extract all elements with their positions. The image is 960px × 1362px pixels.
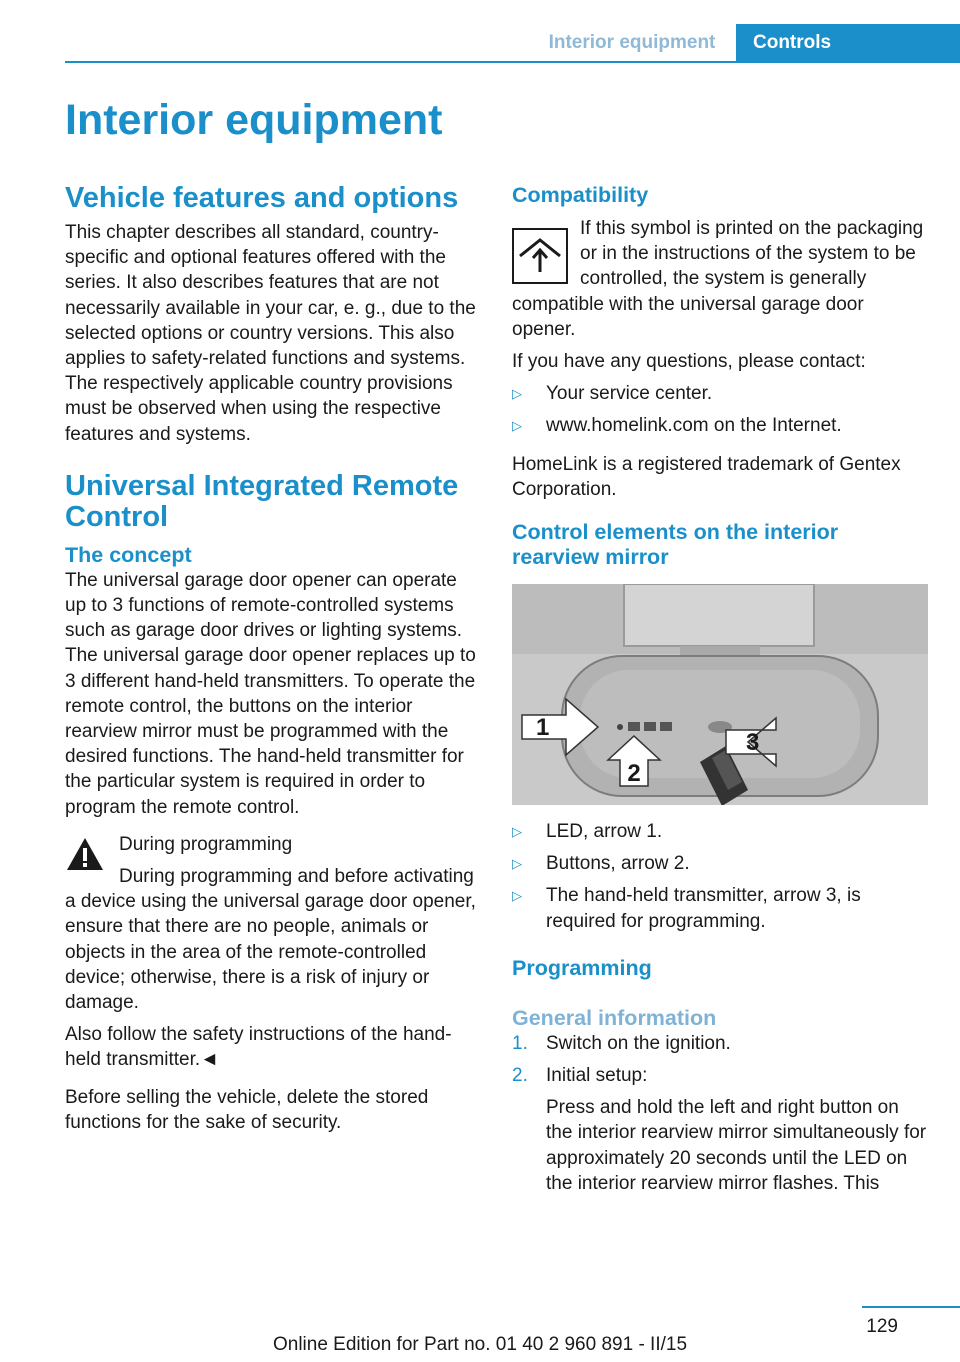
control-item-transmitter: The hand-held transmitter, arrow 3, is required for programming. — [546, 885, 861, 932]
header-chapter-tab: Controls — [736, 24, 960, 62]
list-item — [512, 851, 928, 876]
bullet-triangle-icon: ▷ — [512, 824, 522, 840]
bullet-triangle-icon: ▷ — [512, 418, 522, 434]
header-rule — [65, 61, 960, 63]
compatibility-heading: Compatibility — [512, 183, 649, 207]
callout-3: 3 — [746, 729, 760, 757]
questions-text: If you have any questions, please contact: — [512, 351, 866, 373]
rearview-mirror-photo — [512, 584, 928, 805]
bullet-triangle-icon: ▷ — [512, 888, 522, 904]
step-text: Initial setup: — [546, 1065, 648, 1087]
selling-text: Before selling the vehicle, delete the stored functions for the sake of security. — [65, 1086, 429, 1133]
list-item — [512, 819, 928, 844]
general-information-heading: General information — [512, 1005, 717, 1030]
warning-triangle-icon — [65, 836, 105, 872]
header-section-title: Interior equipment — [548, 32, 716, 53]
step-number: 1. — [512, 1032, 528, 1054]
edition-line: Online Edition for Part no. 01 40 2 960 891 - II/15 — [272, 1334, 688, 1355]
list-item — [512, 1031, 928, 1056]
warning-block — [65, 832, 481, 1015]
chapter-title: Interior equipment — [65, 96, 443, 144]
control-elements-heading: Control elements on the interior rearview mirror — [512, 520, 839, 570]
list-item — [512, 381, 928, 406]
programming-steps — [512, 1031, 928, 1196]
left-column — [65, 183, 481, 1142]
step-text: Switch on the ignition. — [546, 1032, 731, 1054]
step-2-detail: Press and hold the left and right button on the interior rearview mirror simultaneously for approximately 20 seconds until the LED on the interior rearview mirror flashes. This — [546, 1097, 927, 1194]
footer-rule — [862, 1306, 960, 1308]
contact-service-center: Your service center. — [546, 383, 713, 405]
trademark-text: HomeLink is a registered trademark of Gentex Corporation. — [512, 453, 901, 500]
control-item-led: LED, arrow 1. — [546, 821, 663, 843]
contact-list — [512, 381, 928, 438]
garage-door-symbol-icon — [512, 228, 568, 284]
callout-1: 1 — [536, 714, 550, 742]
safety-text: Also follow the safety instructions of the hand-held transmitter.◄ — [65, 1024, 452, 1071]
bullet-triangle-icon: ▷ — [512, 856, 522, 872]
vehicle-features-heading: Vehicle features and options — [65, 182, 459, 214]
callout-2: 2 — [627, 760, 641, 788]
vehicle-features-text: This chapter describes all standard, country-specific and optional features offered with the series. It also describes features that are not necessarily available in your car, e. g., due to the selected options or country versions. This also applies to safety-related functions and systems. The respectively applicable country provisions must be observed when using the respective features and systems. — [65, 222, 476, 445]
warning-text: During programming and before activating a device using the universal garage door opener, ensure that there are no people, animals or objects in the area of the remote-controlled device; otherwise, there is a risk of injury or damage. — [65, 866, 476, 1014]
page-number: 129 — [866, 1316, 898, 1337]
bullet-triangle-icon: ▷ — [512, 386, 522, 402]
control-elements-list — [512, 819, 928, 934]
contact-homelink-link[interactable]: www.homelink.com on the Internet. — [546, 415, 842, 437]
control-item-buttons: Buttons, arrow 2. — [546, 853, 690, 875]
list-item — [512, 1063, 928, 1196]
warning-title: During programming — [119, 833, 293, 855]
programming-heading: Programming — [512, 955, 652, 980]
list-item — [512, 413, 928, 438]
list-item — [512, 883, 928, 933]
uirc-heading: Universal Integrated Remote Control — [65, 469, 459, 533]
step-number: 2. — [512, 1065, 528, 1087]
right-column — [512, 183, 928, 1203]
concept-text: The universal garage door opener can operate up to 3 functions of remote-controlled systems such as garage door drives or lighting systems. The universal garage door opener replaces up to 3 different hand-held transmitters. To operate the remote control, the buttons on the interior rearview mirror must be programmed with the desired functions. The hand-held transmitter for the particular system is required in order to program the remote control. — [65, 569, 476, 818]
compatibility-text: If this symbol is printed on the packaging or in the instructions of the system to be controlled, the system is generally compatible with the universal garage door opener. — [512, 218, 924, 340]
concept-heading: The concept — [65, 542, 192, 567]
